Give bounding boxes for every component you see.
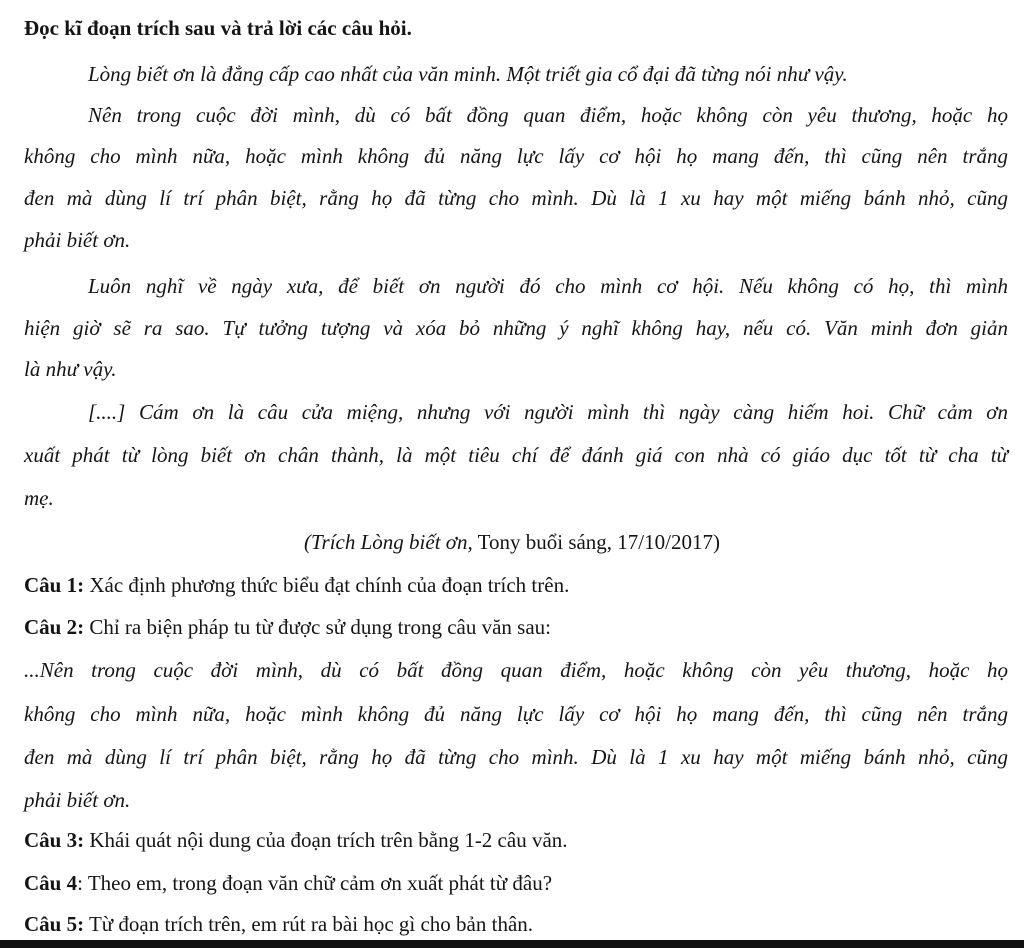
- source-rest: Tony buổi sáng, 17/10/2017): [472, 530, 720, 554]
- source-citation: [0, 528, 1024, 556]
- question-3: [24, 826, 1008, 854]
- question-5-text: Từ đoạn trích trên, em rút ra bài học gì cho bản thân.: [84, 912, 534, 936]
- question-2-quote-line-3: đen mà dùng lí trí phân biệt, rằng họ đã từng cho mình. Dù là 1 xu hay một miếng bánh nhỏ, cũng: [24, 745, 1008, 769]
- question-2-label: Câu 2:: [24, 615, 85, 639]
- instruction-heading: Đọc kĩ đoạn trích sau và trả lời các câu hỏi.: [24, 16, 412, 40]
- passage-paragraph-2-line-1: Nên trong cuộc đời mình, dù có bất đồng quan điểm, hoặc không còn yêu thương, hoặc họ: [88, 103, 1008, 127]
- passage-paragraph-4-line-3: mẹ.: [24, 486, 54, 510]
- question-4-text: : Theo em, trong đoạn văn chữ cảm ơn xuất phát từ đâu?: [77, 871, 553, 895]
- question-4: [24, 869, 1008, 897]
- question-2: [24, 613, 1008, 641]
- passage-paragraph-1: Lòng biết ơn là đẳng cấp cao nhất của văn minh. Một triết gia cổ đại đã từng nói như vậy.: [88, 62, 848, 86]
- question-2-quote-line-4: phải biết ơn.: [24, 788, 131, 812]
- question-3-label: Câu 3:: [24, 828, 85, 852]
- passage-paragraph-3-line-1: Luôn nghĩ về ngày xưa, để biết ơn người đó cho mình cơ hội. Nếu không có họ, thì mình: [88, 274, 1008, 298]
- question-5: [24, 910, 1008, 938]
- passage-paragraph-3-line-2: hiện giờ sẽ ra sao. Tự tưởng tượng và xóa bỏ những ý nghĩ không hay, nếu có. Văn minh đơn giản: [24, 316, 1008, 340]
- question-2-quote-line-1: ...Nên trong cuộc đời mình, dù có bất đồng quan điểm, hoặc không còn yêu thương, hoặc họ: [24, 658, 1008, 682]
- passage-paragraph-4-line-1: [....] Cám ơn là câu cửa miệng, nhưng với người mình thì ngày càng hiếm hoi. Chữ cảm ơn: [88, 400, 1008, 424]
- question-2-quote-line-2: không cho mình nữa, hoặc mình không đủ năng lực lấy cơ hội họ mang đến, thì cũng nên trắng: [24, 702, 1008, 726]
- question-4-label: Câu 4: [24, 871, 78, 895]
- passage-paragraph-3-line-3: là như vậy.: [24, 357, 117, 381]
- passage-paragraph-4-line-2: xuất phát từ lòng biết ơn chân thành, là một tiêu chí để đánh giá con nhà có giáo dục tốt từ cha từ: [24, 443, 1008, 467]
- passage-paragraph-2-line-4: phải biết ơn.: [24, 228, 131, 252]
- question-1-text: Xác định phương thức biểu đạt chính của đoạn trích trên.: [84, 573, 570, 597]
- passage-paragraph-2-line-2: không cho mình nữa, hoặc mình không đủ năng lực lấy cơ hội họ mang đến, thì cũng nên trắng: [24, 144, 1008, 168]
- question-1: [24, 571, 1008, 599]
- passage-paragraph-2-line-3: đen mà dùng lí trí phân biệt, rằng họ đã từng cho mình. Dù là 1 xu hay một miếng bánh nhỏ, cũng: [24, 186, 1008, 210]
- source-open: (Trích: [304, 530, 361, 554]
- question-5-label: Câu 5:: [24, 912, 85, 936]
- question-2-text: Chỉ ra biện pháp tu từ được sử dụng trong câu văn sau:: [84, 615, 552, 639]
- question-3-text: Khái quát nội dung của đoạn trích trên bằng 1-2 câu văn.: [84, 828, 568, 852]
- bottom-border: [0, 940, 1024, 948]
- source-title: Lòng biết ơn,: [360, 530, 473, 554]
- question-1-label: Câu 1:: [24, 573, 85, 597]
